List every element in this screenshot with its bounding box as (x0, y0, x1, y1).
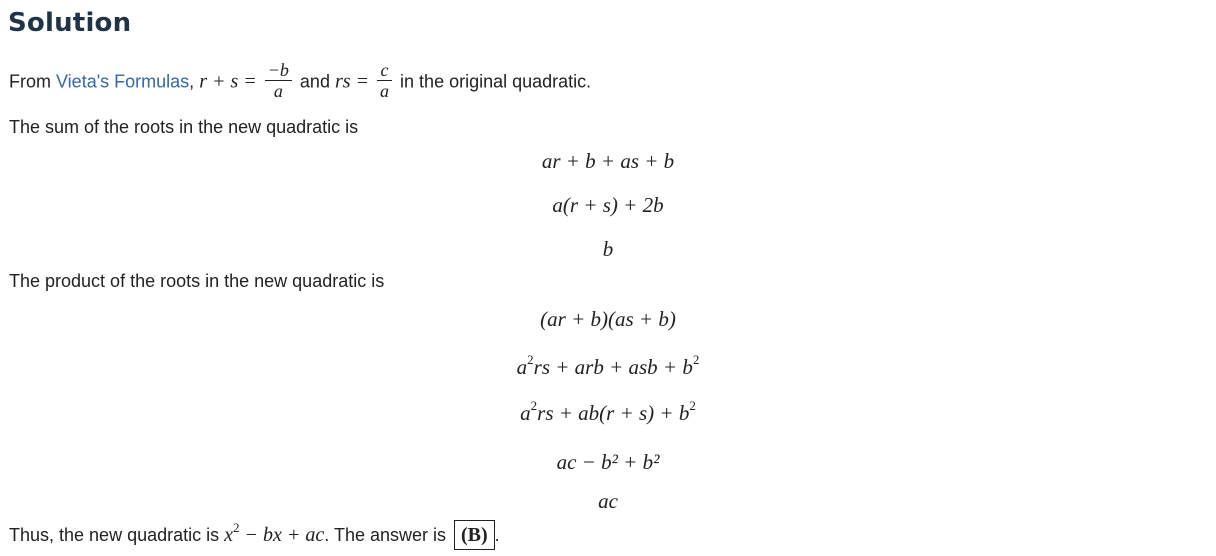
fraction-denominator: a (377, 80, 392, 101)
product-expression: rs = (334, 70, 370, 93)
sum-step-1: ar + b + as + b (541, 149, 675, 173)
step2-a: a (516, 355, 528, 379)
intro-line (9, 62, 591, 103)
vietas-formulas-link[interactable]: Vieta's Formulas (56, 71, 190, 92)
product-intro-text: The product of the roots in the new quadratic is (9, 271, 385, 291)
product-step-5: ac (598, 489, 618, 513)
step3-rest: rs + ab(r + s) + b (537, 401, 690, 425)
sum-intro-text: The sum of the roots in the new quadratic is (9, 117, 359, 137)
intro-suffix: in the original quadratic. (395, 71, 592, 92)
intro-and: and (294, 71, 335, 92)
product-step-4: ac − b² + b² (556, 450, 660, 474)
answer-box: (B) (454, 520, 495, 550)
conclusion-line (9, 520, 500, 550)
conclusion-prefix: Thus, the new quadratic is (9, 525, 225, 545)
fraction-denominator: a (265, 80, 292, 101)
product-step-2 (0, 354, 1216, 380)
neg-b-over-a-fraction (265, 60, 292, 101)
step2-rest: rs + arb + asb + b (533, 355, 693, 379)
conclusion-expression: − bx + ac (239, 524, 325, 546)
conclusion-x-exp: 2 (233, 520, 240, 535)
conclusion-x: x (224, 524, 234, 546)
step2-exp2: 2 (692, 352, 700, 367)
section-heading: Solution (8, 8, 132, 38)
fraction-numerator: −b (267, 60, 289, 80)
fraction-numerator: c (380, 60, 389, 80)
product-step-3 (0, 400, 1216, 426)
conclusion-end: . (494, 525, 500, 545)
step3-exp: 2 (530, 398, 538, 413)
c-over-a-fraction (377, 60, 392, 101)
step3-a: a (520, 401, 531, 425)
step2-exp: 2 (527, 352, 534, 367)
conclusion-mid: . The answer is (324, 525, 451, 545)
sum-step-2: a(r + s) + 2b (552, 193, 664, 217)
step3-exp2: 2 (689, 398, 696, 413)
sum-expression: r + s = (199, 70, 257, 93)
intro-comma: , (189, 71, 195, 92)
sum-step-3: b (602, 237, 614, 261)
intro-prefix: From (9, 71, 56, 92)
product-step-1: (ar + b)(as + b) (540, 307, 676, 331)
